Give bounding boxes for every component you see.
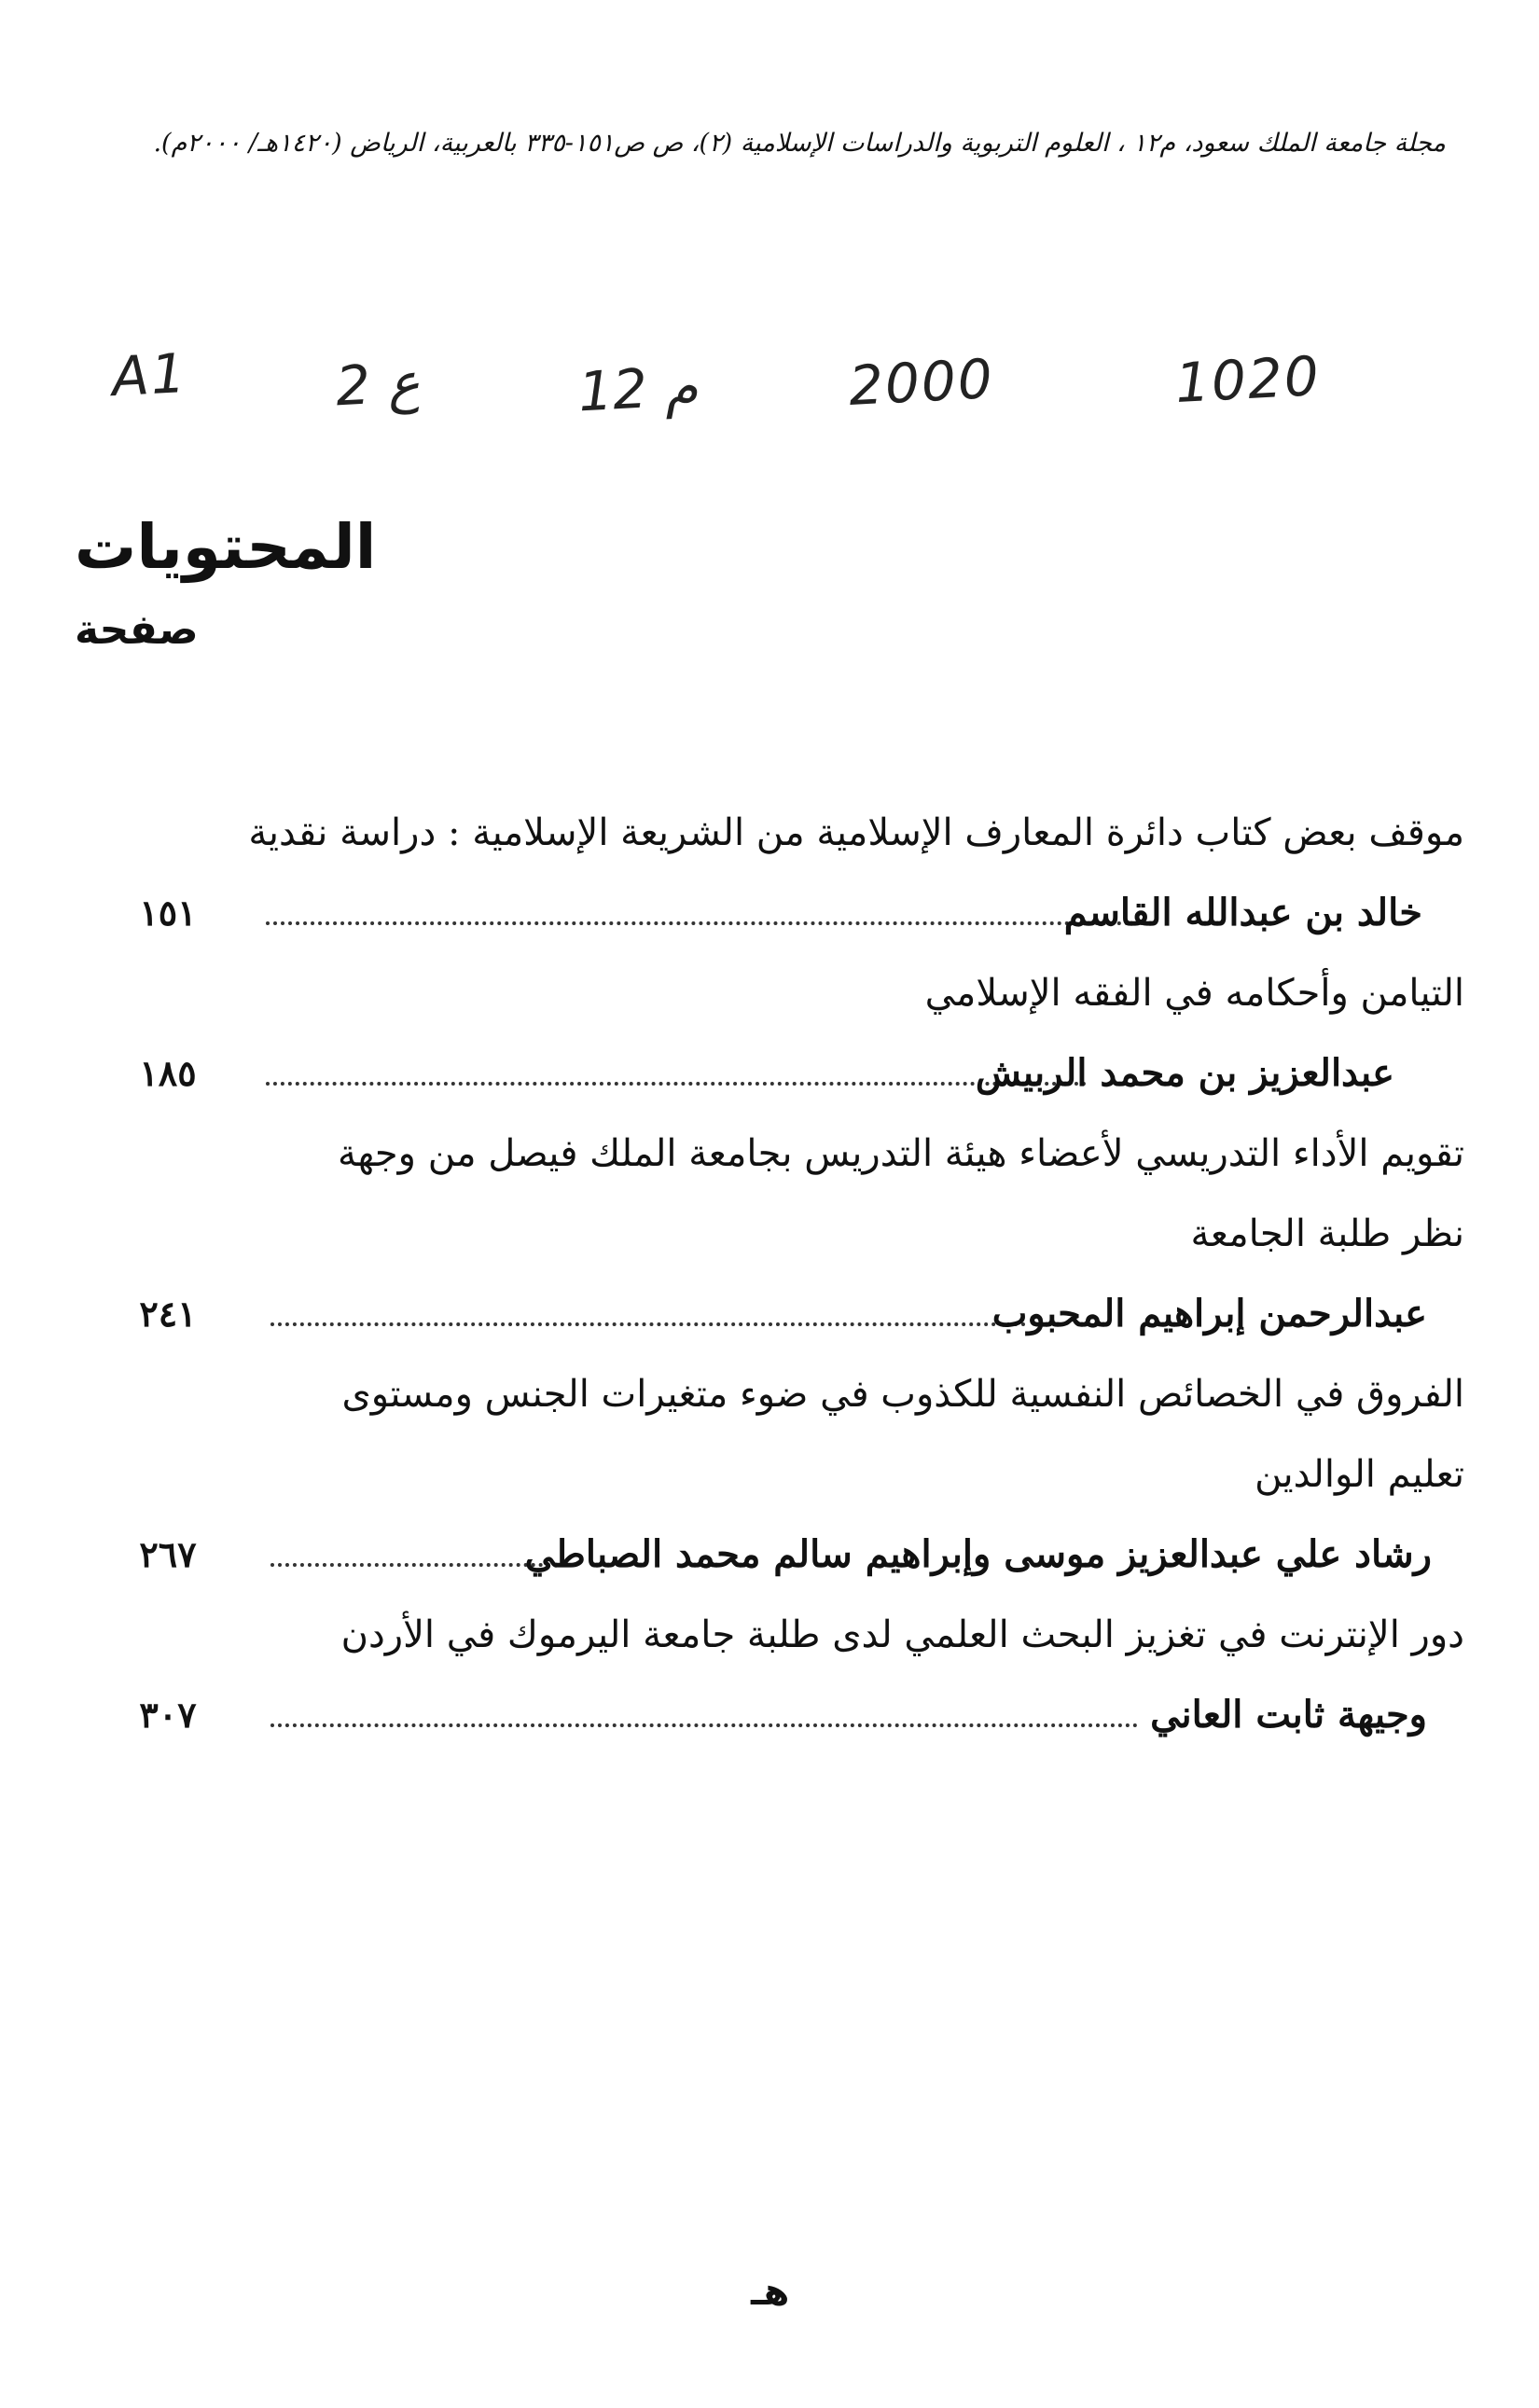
author-name: عبدالعزيز بن محمد الربيش bbox=[975, 1051, 1394, 1095]
page-footer-mark: هـ bbox=[751, 2271, 790, 2314]
author-row bbox=[93, 1033, 1474, 1114]
leader-dots bbox=[266, 1082, 1087, 1086]
contents-title: المحتويات bbox=[75, 511, 377, 583]
page-number: ١٨٥ bbox=[139, 1052, 197, 1094]
page-number: ٢٤١ bbox=[139, 1293, 197, 1335]
entry-title: الفروق في الخصائص النفسية للكذوب في ضوء متغيرات الجنس ومستوى bbox=[341, 1373, 1464, 1416]
handwritten-note: A1 bbox=[110, 340, 189, 409]
toc-entry[interactable] bbox=[93, 1114, 1474, 1354]
journal-citation-header: مجلة جامعة الملك سعود، م١٢ ، العلوم التربوية والدراسات الإسلامية (٢)، ص ص١٥١-٣٣٥ بالعربية، الرياض (١٤٢٠هـ/ ٢٠٠٠م). bbox=[153, 129, 1446, 158]
entry-title: موقف بعض كتاب دائرة المعارف الإسلامية من الشريعة الإسلامية : دراسة نقدية bbox=[248, 811, 1464, 854]
page-column-label: صفحة bbox=[75, 606, 199, 654]
author-row bbox=[93, 873, 1474, 953]
table-of-contents bbox=[93, 793, 1474, 1755]
leader-dots bbox=[266, 921, 1152, 925]
entry-title-continued: تعليم الوالدين bbox=[1255, 1453, 1464, 1496]
entry-title: التيامن وأحكامه في الفقه الإسلامي bbox=[924, 972, 1464, 1015]
page-number: ١٥١ bbox=[139, 892, 197, 934]
author-row bbox=[93, 1675, 1474, 1755]
handwritten-notes bbox=[103, 340, 1323, 446]
handwritten-note: 1020 bbox=[1173, 343, 1323, 416]
author-name: عبدالرحمن إبراهيم المحبوب bbox=[991, 1292, 1427, 1335]
entry-title: تقويم الأداء التدريسي لأعضاء هيئة التدريس بجامعة الملك فيصل من وجهة bbox=[338, 1132, 1464, 1175]
author-name: وجيهة ثابت العاني bbox=[1150, 1693, 1427, 1737]
page-number: ٢٦٧ bbox=[139, 1533, 197, 1575]
toc-entry[interactable] bbox=[93, 793, 1474, 953]
author-row bbox=[93, 1515, 1474, 1595]
handwritten-note: 2 ع bbox=[334, 350, 422, 419]
author-name: خالد بن عبدالله القاسم bbox=[1063, 891, 1422, 934]
page-number: ٣٠٧ bbox=[139, 1694, 197, 1736]
handwritten-note: 2000 bbox=[847, 346, 996, 419]
handwritten-note: 12 م bbox=[576, 353, 700, 424]
toc-entry[interactable] bbox=[93, 1354, 1474, 1595]
leader-dots bbox=[270, 1723, 1138, 1727]
leader-dots bbox=[270, 1322, 1026, 1326]
toc-entry[interactable] bbox=[93, 1595, 1474, 1755]
author-row bbox=[93, 1274, 1474, 1354]
toc-entry[interactable] bbox=[93, 953, 1474, 1114]
author-name: رشاد علي عبدالعزيز موسى وإبراهيم سالم محمد الصباطي bbox=[524, 1532, 1432, 1576]
entry-title: دور الإنترنت في تغزيز البحث العلمي لدى طلبة جامعة اليرموك في الأردن bbox=[340, 1613, 1464, 1656]
leader-dots bbox=[270, 1563, 550, 1567]
entry-title-continued: نظر طلبة الجامعة bbox=[1190, 1212, 1464, 1255]
